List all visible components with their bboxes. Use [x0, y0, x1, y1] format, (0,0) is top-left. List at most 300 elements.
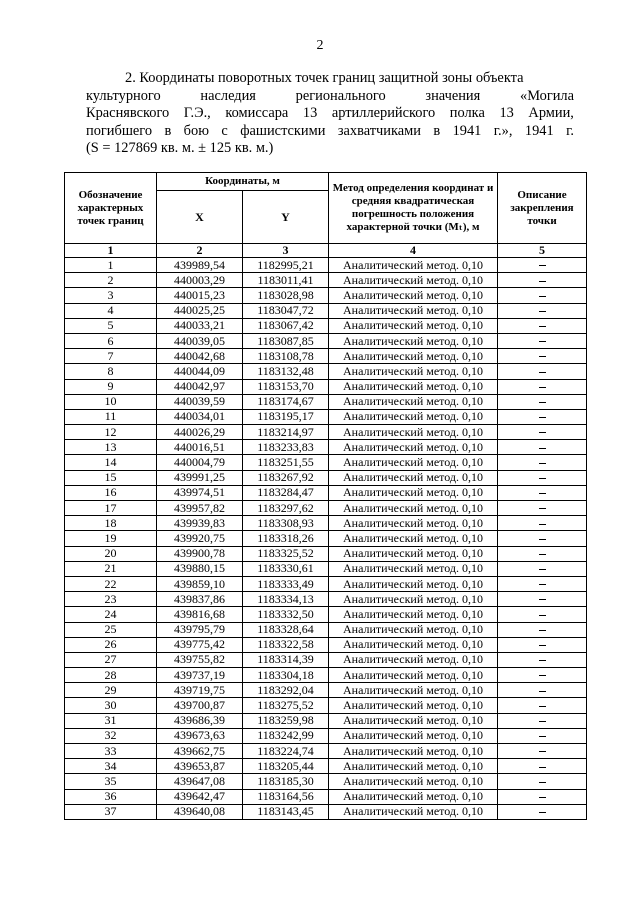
dash-mark	[539, 417, 546, 418]
description-cell	[498, 683, 587, 698]
description-cell	[498, 744, 587, 759]
description-cell	[498, 713, 587, 728]
method-cell: Аналитический метод. 0,10	[329, 425, 498, 440]
point-number-cell: 2	[65, 273, 157, 288]
header-coordinates: Координаты, м	[157, 173, 329, 191]
y-coordinate-cell: 1183259,98	[243, 713, 329, 728]
x-coordinate-cell: 439816,68	[157, 607, 243, 622]
table-row	[65, 774, 587, 789]
point-number-cell: 20	[65, 546, 157, 561]
x-coordinate-cell: 439686,39	[157, 713, 243, 728]
point-number-cell: 17	[65, 501, 157, 516]
point-number-cell: 8	[65, 364, 157, 379]
column-number: 5	[498, 244, 587, 258]
method-cell: Аналитический метод. 0,10	[329, 652, 498, 667]
x-coordinate-cell: 440004,79	[157, 455, 243, 470]
description-cell	[498, 804, 587, 819]
x-coordinate-cell: 440034,01	[157, 409, 243, 424]
point-number-cell: 13	[65, 440, 157, 455]
x-coordinate-cell: 440025,25	[157, 303, 243, 318]
heading-word: значения	[425, 87, 481, 104]
heading-word: регионального	[295, 87, 386, 104]
description-cell	[498, 409, 587, 424]
x-coordinate-cell: 439920,75	[157, 531, 243, 546]
method-cell: Аналитический метод. 0,10	[329, 683, 498, 698]
x-coordinate-cell: 440016,51	[157, 440, 243, 455]
description-cell	[498, 470, 587, 485]
x-coordinate-cell: 440039,05	[157, 333, 243, 348]
y-coordinate-cell: 1183067,42	[243, 318, 329, 333]
table-row	[65, 485, 587, 500]
method-cell: Аналитический метод. 0,10	[329, 774, 498, 789]
table-row	[65, 652, 587, 667]
table-row	[65, 273, 587, 288]
table-row	[65, 394, 587, 409]
page-number: 2	[316, 38, 324, 53]
table-row	[65, 425, 587, 440]
point-number-cell: 30	[65, 698, 157, 713]
method-cell: Аналитический метод. 0,10	[329, 364, 498, 379]
heading-word: полка	[449, 105, 485, 121]
table-row	[65, 333, 587, 348]
y-coordinate-cell: 1183143,45	[243, 804, 329, 819]
point-number-cell: 24	[65, 607, 157, 622]
heading-word: бою	[183, 122, 209, 139]
y-coordinate-cell: 1183195,17	[243, 409, 329, 424]
method-cell: Аналитический метод. 0,10	[329, 394, 498, 409]
point-number-cell: 19	[65, 531, 157, 546]
dash-mark	[539, 812, 546, 813]
y-coordinate-cell: 1183132,48	[243, 364, 329, 379]
point-number-cell: 28	[65, 668, 157, 683]
x-coordinate-cell: 439700,87	[157, 698, 243, 713]
header-x: X	[157, 191, 243, 244]
method-cell: Аналитический метод. 0,10	[329, 713, 498, 728]
x-coordinate-cell: 439957,82	[157, 501, 243, 516]
table-row	[65, 531, 587, 546]
description-cell	[498, 546, 587, 561]
dash-mark	[539, 706, 546, 707]
x-coordinate-cell: 439837,86	[157, 592, 243, 607]
heading-word: в	[433, 122, 441, 139]
y-coordinate-cell: 1183153,70	[243, 379, 329, 394]
y-coordinate-cell: 1183322,58	[243, 637, 329, 652]
table-row	[65, 713, 587, 728]
table-row	[65, 698, 587, 713]
dash-mark	[539, 341, 546, 342]
y-coordinate-cell: 1183047,72	[243, 303, 329, 318]
dash-mark	[539, 675, 546, 676]
description-cell	[498, 637, 587, 652]
method-cell: Аналитический метод. 0,10	[329, 576, 498, 591]
dash-mark	[539, 660, 546, 661]
table-row	[65, 303, 587, 318]
x-coordinate-cell: 440033,21	[157, 318, 243, 333]
method-cell: Аналитический метод. 0,10	[329, 637, 498, 652]
dash-mark	[539, 356, 546, 357]
table-row	[65, 364, 587, 379]
point-number-cell: 37	[65, 804, 157, 819]
method-cell: Аналитический метод. 0,10	[329, 349, 498, 364]
point-number-cell: 34	[65, 759, 157, 774]
method-cell: Аналитический метод. 0,10	[329, 303, 498, 318]
method-cell: Аналитический метод. 0,10	[329, 379, 498, 394]
description-cell	[498, 425, 587, 440]
x-coordinate-cell: 439755,82	[157, 652, 243, 667]
header-point-designation: Обозначение характерных точек границ	[65, 173, 157, 244]
y-coordinate-cell: 1183224,74	[243, 744, 329, 759]
table-row	[65, 744, 587, 759]
method-cell: Аналитический метод. 0,10	[329, 273, 498, 288]
table-row	[65, 561, 587, 576]
description-cell	[498, 318, 587, 333]
point-number-cell: 16	[65, 485, 157, 500]
y-coordinate-cell: 1183334,13	[243, 592, 329, 607]
method-cell: Аналитический метод. 0,10	[329, 789, 498, 804]
point-number-cell: 23	[65, 592, 157, 607]
dash-mark	[539, 311, 546, 312]
description-cell	[498, 774, 587, 789]
description-cell	[498, 592, 587, 607]
method-cell: Аналитический метод. 0,10	[329, 546, 498, 561]
y-coordinate-cell: 1183332,50	[243, 607, 329, 622]
heading-word: с	[221, 122, 228, 139]
point-number-cell: 4	[65, 303, 157, 318]
point-number-cell: 25	[65, 622, 157, 637]
dash-mark	[539, 767, 546, 768]
heading-word: культурного	[86, 87, 161, 104]
description-cell	[498, 288, 587, 303]
method-cell: Аналитический метод. 0,10	[329, 607, 498, 622]
dash-mark	[539, 463, 546, 464]
description-cell	[498, 668, 587, 683]
description-cell	[498, 455, 587, 470]
heading-word: 13	[302, 105, 318, 121]
heading-word: погибшего	[86, 122, 153, 139]
description-cell	[498, 485, 587, 500]
y-coordinate-cell: 1182995,21	[243, 258, 329, 273]
x-coordinate-cell: 439974,51	[157, 485, 243, 500]
description-cell	[498, 622, 587, 637]
point-number-cell: 36	[65, 789, 157, 804]
method-cell: Аналитический метод. 0,10	[329, 744, 498, 759]
description-cell	[498, 652, 587, 667]
description-cell	[498, 440, 587, 455]
heading-line-4	[86, 123, 574, 141]
y-coordinate-cell: 1183164,56	[243, 789, 329, 804]
dash-mark	[539, 296, 546, 297]
table-row	[65, 607, 587, 622]
description-cell	[498, 333, 587, 348]
table-row	[65, 622, 587, 637]
x-coordinate-cell: 440026,29	[157, 425, 243, 440]
method-cell: Аналитический метод. 0,10	[329, 485, 498, 500]
y-coordinate-cell: 1183333,49	[243, 576, 329, 591]
method-cell: Аналитический метод. 0,10	[329, 759, 498, 774]
point-number-cell: 9	[65, 379, 157, 394]
x-coordinate-cell: 439642,47	[157, 789, 243, 804]
point-number-cell: 29	[65, 683, 157, 698]
y-coordinate-cell: 1183174,67	[243, 394, 329, 409]
heading-word: 1941	[452, 122, 482, 139]
method-cell: Аналитический метод. 0,10	[329, 440, 498, 455]
dash-mark	[539, 569, 546, 570]
x-coordinate-cell: 440042,68	[157, 349, 243, 364]
x-coordinate-cell: 439989,54	[157, 258, 243, 273]
description-cell	[498, 394, 587, 409]
method-cell: Аналитический метод. 0,10	[329, 258, 498, 273]
point-number-cell: 15	[65, 470, 157, 485]
description-cell	[498, 303, 587, 318]
heading-word: г.»,	[493, 122, 513, 139]
heading-word: 13	[499, 105, 514, 121]
table-row	[65, 576, 587, 591]
point-number-cell: 11	[65, 409, 157, 424]
method-cell: Аналитический метод. 0,10	[329, 622, 498, 637]
table-row	[65, 592, 587, 607]
x-coordinate-cell: 440015,23	[157, 288, 243, 303]
dash-mark	[539, 478, 546, 479]
y-coordinate-cell: 1183297,62	[243, 501, 329, 516]
table-row	[65, 409, 587, 424]
table-row	[65, 501, 587, 516]
description-cell	[498, 576, 587, 591]
column-number: 2	[157, 244, 243, 258]
x-coordinate-cell: 439991,25	[157, 470, 243, 485]
y-coordinate-cell: 1183028,98	[243, 288, 329, 303]
method-cell: Аналитический метод. 0,10	[329, 516, 498, 531]
column-number: 4	[329, 244, 498, 258]
table-row	[65, 804, 587, 819]
x-coordinate-cell: 439795,79	[157, 622, 243, 637]
point-number-cell: 22	[65, 576, 157, 591]
y-coordinate-cell: 1183185,30	[243, 774, 329, 789]
dash-mark	[539, 539, 546, 540]
description-cell	[498, 607, 587, 622]
dash-mark	[539, 782, 546, 783]
description-cell	[498, 561, 587, 576]
method-cell: Аналитический метод. 0,10	[329, 288, 498, 303]
y-coordinate-cell: 1183214,97	[243, 425, 329, 440]
description-cell	[498, 258, 587, 273]
description-cell	[498, 349, 587, 364]
point-number-cell: 26	[65, 637, 157, 652]
table-row	[65, 379, 587, 394]
point-number-cell: 27	[65, 652, 157, 667]
description-cell	[498, 379, 587, 394]
dash-mark	[539, 524, 546, 525]
table-row	[65, 288, 587, 303]
point-number-cell: 14	[65, 455, 157, 470]
dash-mark	[539, 645, 546, 646]
y-coordinate-cell: 1183318,26	[243, 531, 329, 546]
table-row	[65, 759, 587, 774]
point-number-cell: 18	[65, 516, 157, 531]
heading-line-1: 2. Координаты поворотных точек границ защитной зоны объекта	[125, 70, 524, 86]
dash-mark	[539, 448, 546, 449]
dash-mark	[539, 615, 546, 616]
method-cell: Аналитический метод. 0,10	[329, 470, 498, 485]
description-cell	[498, 501, 587, 516]
section-heading	[86, 70, 574, 158]
y-coordinate-cell: 1183292,04	[243, 683, 329, 698]
header-y: Y	[243, 191, 329, 244]
description-cell	[498, 728, 587, 743]
dash-mark	[539, 721, 546, 722]
y-coordinate-cell: 1183328,64	[243, 622, 329, 637]
point-number-cell: 5	[65, 318, 157, 333]
table-row	[65, 789, 587, 804]
heading-word: «Могила	[520, 87, 574, 104]
y-coordinate-cell: 1183284,47	[243, 485, 329, 500]
y-coordinate-cell: 1183308,93	[243, 516, 329, 531]
y-coordinate-cell: 1183233,83	[243, 440, 329, 455]
dash-mark	[539, 736, 546, 737]
dash-mark	[539, 402, 546, 403]
y-coordinate-cell: 1183330,61	[243, 561, 329, 576]
y-coordinate-cell: 1183205,44	[243, 759, 329, 774]
x-coordinate-cell: 439640,08	[157, 804, 243, 819]
method-cell: Аналитический метод. 0,10	[329, 409, 498, 424]
method-cell: Аналитический метод. 0,10	[329, 592, 498, 607]
heading-word: наследия	[200, 87, 256, 104]
description-cell	[498, 273, 587, 288]
table-row	[65, 349, 587, 364]
y-coordinate-cell: 1183011,41	[243, 273, 329, 288]
coordinates-table	[64, 172, 587, 820]
point-number-cell: 35	[65, 774, 157, 789]
y-coordinate-cell: 1183267,92	[243, 470, 329, 485]
table-row	[65, 470, 587, 485]
table-row	[65, 668, 587, 683]
x-coordinate-cell: 439880,15	[157, 561, 243, 576]
point-number-cell: 32	[65, 728, 157, 743]
point-number-cell: 21	[65, 561, 157, 576]
column-number: 3	[243, 244, 329, 258]
description-cell	[498, 531, 587, 546]
header-description: Описание закрепления точки	[498, 173, 587, 244]
header-method: Метод определения координат и средняя квадратическая погрешность положения характерной точки (Mₜ), м	[329, 173, 498, 244]
method-cell: Аналитический метод. 0,10	[329, 333, 498, 348]
method-cell: Аналитический метод. 0,10	[329, 561, 498, 576]
x-coordinate-cell: 439673,63	[157, 728, 243, 743]
heading-word: Армии,	[528, 105, 574, 121]
heading-word: Краснявского	[86, 105, 170, 121]
x-coordinate-cell: 439653,87	[157, 759, 243, 774]
y-coordinate-cell: 1183314,39	[243, 652, 329, 667]
table-row	[65, 440, 587, 455]
table-body	[65, 258, 587, 820]
y-coordinate-cell: 1183242,99	[243, 728, 329, 743]
x-coordinate-cell: 440003,29	[157, 273, 243, 288]
dash-mark	[539, 797, 546, 798]
heading-word: Г.Э.,	[183, 105, 211, 121]
point-number-cell: 7	[65, 349, 157, 364]
y-coordinate-cell: 1183325,52	[243, 546, 329, 561]
dash-mark	[539, 265, 546, 266]
description-cell	[498, 698, 587, 713]
dash-mark	[539, 691, 546, 692]
description-cell	[498, 516, 587, 531]
point-number-cell: 6	[65, 333, 157, 348]
description-cell	[498, 759, 587, 774]
heading-word: захватчиками	[337, 122, 421, 139]
method-cell: Аналитический метод. 0,10	[329, 501, 498, 516]
x-coordinate-cell: 439939,83	[157, 516, 243, 531]
table-row	[65, 546, 587, 561]
y-coordinate-cell: 1183275,52	[243, 698, 329, 713]
method-cell: Аналитический метод. 0,10	[329, 531, 498, 546]
table-row	[65, 683, 587, 698]
dash-mark	[539, 432, 546, 433]
method-cell: Аналитический метод. 0,10	[329, 804, 498, 819]
heading-line-3	[86, 105, 574, 123]
x-coordinate-cell: 439647,08	[157, 774, 243, 789]
heading-word: артиллерийского	[331, 105, 436, 121]
x-coordinate-cell: 439900,78	[157, 546, 243, 561]
x-coordinate-cell: 439859,10	[157, 576, 243, 591]
dash-mark	[539, 372, 546, 373]
description-cell	[498, 789, 587, 804]
y-coordinate-cell: 1183108,78	[243, 349, 329, 364]
point-number-cell: 12	[65, 425, 157, 440]
x-coordinate-cell: 439662,75	[157, 744, 243, 759]
method-cell: Аналитический метод. 0,10	[329, 668, 498, 683]
table-row	[65, 455, 587, 470]
method-cell: Аналитический метод. 0,10	[329, 455, 498, 470]
dash-mark	[539, 508, 546, 509]
dash-mark	[539, 630, 546, 631]
column-number: 1	[65, 244, 157, 258]
heading-line-2	[86, 88, 574, 106]
point-number-cell: 3	[65, 288, 157, 303]
y-coordinate-cell: 1183087,85	[243, 333, 329, 348]
dash-mark	[539, 751, 546, 752]
point-number-cell: 1	[65, 258, 157, 273]
y-coordinate-cell: 1183251,55	[243, 455, 329, 470]
dash-mark	[539, 326, 546, 327]
heading-word: фашистскими	[240, 122, 326, 139]
table-row	[65, 637, 587, 652]
y-coordinate-cell: 1183304,18	[243, 668, 329, 683]
table-row	[65, 516, 587, 531]
table-row	[65, 318, 587, 333]
point-number-cell: 33	[65, 744, 157, 759]
point-number-cell: 31	[65, 713, 157, 728]
heading-word: в	[164, 122, 172, 139]
heading-word: 1941	[524, 122, 554, 139]
dash-mark	[539, 281, 546, 282]
heading-line-5: (S = 127869 кв. м. ± 125 кв. м.)	[86, 140, 274, 156]
dash-mark	[539, 387, 546, 388]
table-row	[65, 728, 587, 743]
x-coordinate-cell: 440044,09	[157, 364, 243, 379]
dash-mark	[539, 599, 546, 600]
x-coordinate-cell: 440039,59	[157, 394, 243, 409]
heading-word: г.	[566, 122, 574, 139]
x-coordinate-cell: 440042,97	[157, 379, 243, 394]
x-coordinate-cell: 439719,75	[157, 683, 243, 698]
x-coordinate-cell: 439775,42	[157, 637, 243, 652]
table-row	[65, 258, 587, 273]
dash-mark	[539, 493, 546, 494]
point-number-cell: 10	[65, 394, 157, 409]
method-cell: Аналитический метод. 0,10	[329, 698, 498, 713]
x-coordinate-cell: 439737,19	[157, 668, 243, 683]
description-cell	[498, 364, 587, 379]
method-cell: Аналитический метод. 0,10	[329, 728, 498, 743]
dash-mark	[539, 584, 546, 585]
